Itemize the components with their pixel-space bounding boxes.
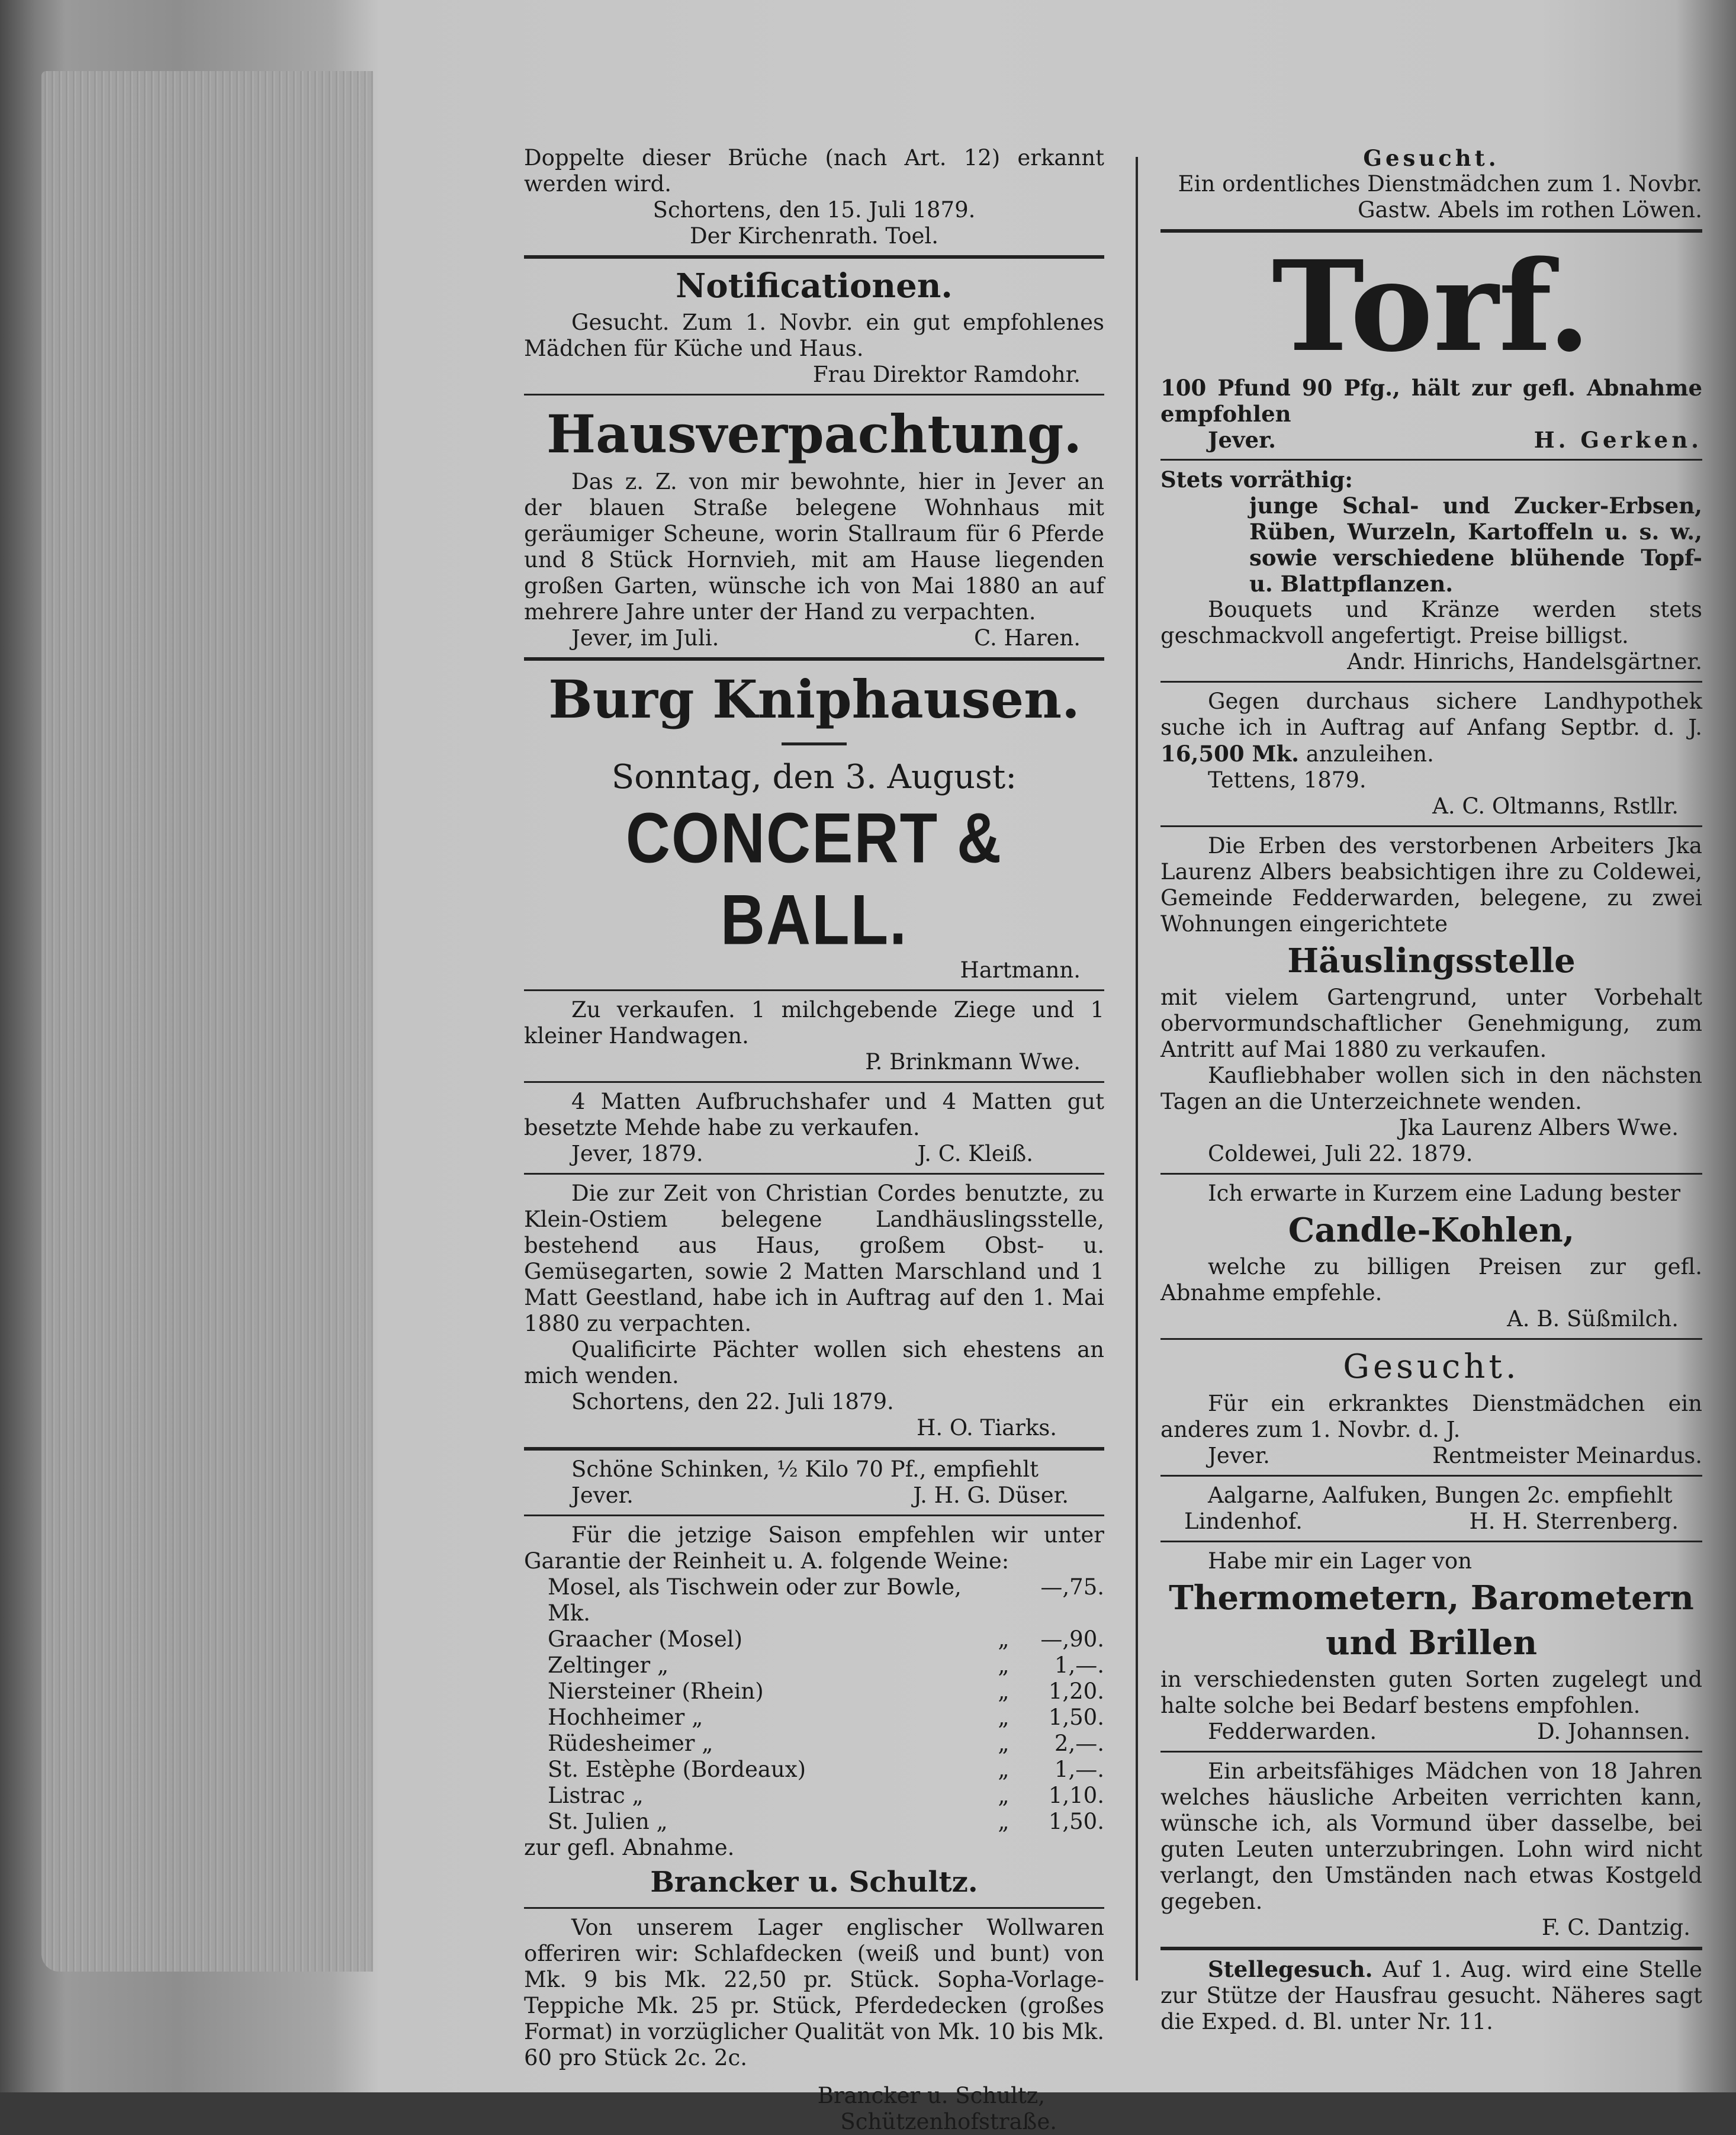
ad-text: mit vielem Gartengrund, unter Vorbehalt obervormundschaftlicher Genehmigung, zum Antritt auf Mai 1880 zu verkaufen.	[1160, 985, 1702, 1062]
ad-kohlen	[1160, 1181, 1702, 1332]
ad-text: Für ein erkranktes Dienstmädchen ein anderes zum 1. Novbr. d. J.	[1160, 1391, 1702, 1442]
divider	[1160, 1173, 1702, 1175]
wine-price: 1,—.	[1054, 1757, 1104, 1782]
signature: Der Kirchenrath. Toel.	[690, 223, 938, 249]
signature: J. C. Kleiß.	[917, 1141, 1033, 1166]
ad-torf	[1160, 233, 1702, 453]
footer-line	[524, 625, 1104, 651]
signature: Gastw. Abels im rothen Löwen.	[1358, 197, 1702, 223]
ad-thermometern	[1160, 1548, 1702, 1745]
ad-headline: und Brillen	[1325, 1623, 1538, 1663]
ad-text: Von unserem Lager englischer Wollwaren offeriren wir: Schlafdecken (weiß und bunt) von Mk. 9 bis Mk. 22,50 pr. Stück. Sopha-Vorlage-Teppiche Mk. 25 pr. Stück, Pferdedecken (großes Format) in vorzüglicher Qualität von Mk. 10 bis Mk. 60 pro Stück 2c. 2c.	[524, 1915, 1104, 2070]
signature: Rentmeister Meinardus.	[1432, 1443, 1702, 1468]
signature: P. Brinkmann Wwe.	[865, 1049, 1081, 1075]
section-title: Notificationen.	[676, 266, 953, 306]
ad-ziege	[524, 997, 1104, 1075]
signature: A. B. Süßmilch.	[1507, 1306, 1679, 1332]
wine-name: St. Julien „	[548, 1809, 668, 1834]
wine-name: Niersteiner (Rhein)	[548, 1679, 764, 1704]
lead: Stellegesuch.	[1208, 1956, 1373, 1982]
wine-name: Listrac „	[548, 1783, 644, 1808]
wine-price: —,75.	[1040, 1574, 1104, 1600]
divider	[1160, 1475, 1702, 1477]
signature: Hartmann.	[960, 957, 1081, 983]
ditto-mark: „	[998, 1731, 1010, 1756]
ad-text: 4 Matten Aufbruchshafer und 4 Matten gut besetzte Mehde habe zu verkaufen.	[524, 1089, 1104, 1140]
signature: C. Haren.	[973, 625, 1081, 651]
divider	[1160, 1947, 1702, 1950]
ad-text: Bouquets und Kränze werden stets geschmackvoll angefertigt. Preise billigst.	[1160, 597, 1702, 648]
signature-address: Schützenhofstraße.	[840, 2109, 1057, 2134]
divider	[524, 1173, 1104, 1175]
ad-headline: Hausverpachtung.	[546, 403, 1082, 465]
divider	[1160, 459, 1702, 461]
short-rule	[782, 742, 847, 745]
divider	[1160, 229, 1702, 233]
ad-headline: Burg Kniphausen.	[548, 668, 1080, 730]
ditto-mark: „	[998, 1626, 1010, 1652]
left-column	[524, 145, 1104, 2135]
closing: zur gefl. Abnahme.	[524, 1835, 735, 1860]
wine-price: 1,—.	[1054, 1652, 1104, 1678]
ad-text: Die Erben des verstorbenen Arbeiters Jka Laurenz Albers beabsichtigen ihre zu Coldewei, Gemeinde Fedderwarden, belegene, zu zwei Wohnungen eingerichtete	[1160, 833, 1702, 937]
wine-row	[524, 1574, 1104, 1626]
wine-row	[524, 1652, 1104, 1679]
ad-text: Zu verkaufen. 1 milchgebende Ziege und 1 kleiner Handwagen.	[524, 997, 1104, 1049]
divider	[1160, 681, 1702, 683]
ditto-mark: „	[998, 1757, 1010, 1782]
event-title: CONCERT & BALL.	[625, 799, 1003, 960]
bold-text: junge Schal- und Zucker-Erbsen, Rüben, Wurzeln, Kartoffeln u. s. w., sowie verschiedene blühende Topf- u. Blattpflanzen.	[1249, 493, 1702, 597]
ad-albers	[1160, 833, 1702, 1167]
signature: H. H. Sterrenberg.	[1469, 1509, 1679, 1534]
place: Jever, im Juli.	[571, 625, 719, 651]
ad-text: in verschiedensten guten Sorten zugelegt und halte solche bei Bedarf bestens empfohlen.	[1160, 1667, 1702, 1718]
ad-weine	[524, 1522, 1104, 1901]
ad-text: Qualificirte Pächter wollen sich ehestens an mich wenden.	[524, 1337, 1104, 1388]
ad-text: 100 Pfund 90 Pfg., hält zur gefl. Abnahme empfohlen	[1160, 375, 1702, 427]
signature: H. Gerken.	[1534, 427, 1702, 453]
wine-price: —,90.	[1040, 1626, 1104, 1652]
notice-kirchenrath	[524, 145, 1104, 249]
ad-text: Habe mir ein Lager von	[1208, 1548, 1473, 1574]
ad-headline: Candle-Kohlen,	[1288, 1211, 1575, 1250]
divider	[524, 1447, 1104, 1451]
column-divider	[1136, 157, 1138, 1980]
ad-text: Kaufliebhaber wollen sich in den nächsten Tagen an die Unterzeichnete wenden.	[1160, 1063, 1702, 1114]
ad-schinken	[524, 1456, 1104, 1509]
ditto-mark	[980, 1574, 1027, 1626]
book-page-edges	[41, 71, 373, 1972]
ad-matten	[524, 1089, 1104, 1167]
place: Jever.	[1208, 427, 1277, 453]
wine-name: Mosel, als Tischwein oder zur Bowle, Mk.	[548, 1574, 962, 1626]
signature: Jka Laurenz Albers Wwe.	[1399, 1115, 1679, 1140]
wine-row	[524, 1679, 1104, 1705]
wine-price: 1,10.	[1048, 1783, 1104, 1808]
ad-text	[1160, 689, 1702, 767]
signature: J. H. G. Düser.	[913, 1483, 1069, 1508]
wine-list	[524, 1574, 1104, 1835]
footer-line	[524, 1483, 1104, 1509]
ad-text: Das z. Z. von mir bewohnte, hier in Jever an der blauen Straße belegene Wohnhaus mit geräumiger Scheune, worin Stallraum für 6 Pferde und 8 Stück Hornvieh, mit am Hause liegenden großen Garten, wünsche ich von Mai 1880 an auf mehrere Jahre unter der Hand zu verpachten.	[524, 469, 1104, 625]
firm-name: Brancker u. Schultz.	[650, 1866, 978, 1899]
place: Jever, 1879.	[571, 1141, 703, 1166]
ad-text: Ein ordentliches Dienstmädchen zum 1. Novbr.	[1178, 171, 1702, 197]
ad-text: Gesucht. Zum 1. Novbr. ein gut empfohlenes Mädchen für Küche und Haus.	[524, 310, 1104, 361]
wine-row	[524, 1626, 1104, 1652]
signature: A. C. Oltmanns, Rstllr.	[1432, 793, 1679, 819]
text: Auf 1. Aug. wird eine Stelle zur Stütze der Hausfrau gesucht. Näheres sagt die Exped. d. Bl. unter Nr. 11.	[1160, 1957, 1702, 2034]
wine-price: 1,50.	[1048, 1809, 1104, 1834]
ad-cordes	[524, 1181, 1104, 1441]
wine-name: Hochheimer „	[548, 1705, 703, 1730]
wine-name: Zeltinger „	[548, 1652, 669, 1678]
divider	[1160, 1541, 1702, 1542]
ad-headline: Torf.	[1272, 233, 1591, 380]
ad-text: Ein arbeitsfähiges Mädchen von 18 Jahren welches häusliche Arbeiten verrichten kann, wünsche ich, als Vormund über dasselbe, bei guten Leuten unterzubringen. Lohn wird nicht verlangt, den Umständen nach etwas Kostgeld gegeben.	[1160, 1758, 1702, 1914]
divider	[524, 1515, 1104, 1516]
ad-maedchen	[1160, 1758, 1702, 1941]
footer-line	[1160, 1509, 1702, 1535]
ad-stellegesuch	[1160, 1956, 1702, 2035]
ad-notificationen	[524, 265, 1104, 388]
wine-name: Graacher (Mosel)	[548, 1626, 743, 1652]
divider	[524, 255, 1104, 259]
ditto-mark: „	[998, 1679, 1010, 1704]
place-date: Coldewei, Juli 22. 1879.	[1208, 1141, 1473, 1166]
wine-price: 1,20.	[1048, 1679, 1104, 1704]
wine-name: Rüdesheimer „	[548, 1731, 713, 1756]
divider	[524, 1907, 1104, 1909]
divider	[1160, 825, 1702, 827]
text-after: anzuleihen.	[1306, 741, 1434, 767]
wine-row	[524, 1705, 1104, 1731]
wine-row	[524, 1783, 1104, 1809]
divider	[1160, 1338, 1702, 1340]
ad-text	[1160, 1956, 1702, 2035]
place: Lindenhof.	[1184, 1509, 1303, 1534]
place-date: Schortens, den 22. Juli 1879.	[571, 1389, 894, 1414]
ditto-mark: „	[998, 1652, 1010, 1678]
ad-headline: Gesucht.	[1363, 145, 1500, 171]
wine-price: 1,50.	[1048, 1705, 1104, 1730]
signature: H. O. Tiarks.	[917, 1415, 1057, 1441]
ad-burg-kniphausen	[524, 667, 1104, 983]
ad-text: Die zur Zeit von Christian Cordes benutzte, zu Klein-Ostiem belegene Landhäuslingsstelle, bestehend aus Haus, großem Obst- u. Gemüsegarten, sowie 2 Matten Marschland und 1 Matt Geestland, habe ich in Auftrag auf den 1. Mai 1880 zu verpachten.	[524, 1181, 1104, 1336]
event-date: Sonntag, den 3. August:	[611, 758, 1017, 796]
ad-aalgarne	[1160, 1483, 1702, 1535]
ad-text: Aalgarne, Aalfuken, Bungen 2c. empfiehlt	[1208, 1483, 1673, 1508]
divider	[1160, 1751, 1702, 1753]
lead: Stets vorräthig:	[1160, 467, 1353, 493]
signature: D. Johannsen.	[1537, 1719, 1690, 1744]
text-before: Gegen durchaus sichere Landhypothek suche ich in Auftrag auf Anfang Septbr. d. J.	[1160, 689, 1702, 740]
wine-row	[524, 1731, 1104, 1757]
ad-headline: Häuslingsstelle	[1287, 941, 1576, 980]
place: Jever.	[1208, 1443, 1270, 1468]
ad-headline: Gesucht.	[1343, 1348, 1520, 1386]
footer-line	[1160, 1443, 1702, 1469]
notice-text: Doppelte dieser Brüche (nach Art. 12) erkannt werden wird.	[524, 145, 1104, 197]
divider	[524, 1081, 1104, 1083]
wine-price: 2,—.	[1054, 1731, 1104, 1756]
signature: Frau Direktor Ramdohr.	[812, 362, 1081, 387]
ditto-mark: „	[998, 1809, 1010, 1834]
ad-text: Ich erwarte in Kurzem eine Ladung bester	[1208, 1181, 1681, 1206]
ad-headline: Thermometern, Barometern	[1169, 1578, 1694, 1618]
ad-text: Schöne Schinken, ½ Kilo 70 Pf., empfiehlt	[571, 1456, 1039, 1482]
ad-text: Für die jetzige Saison empfehlen wir unter Garantie der Reinheit u. A. folgende Weine:	[524, 1522, 1104, 1574]
ad-hypothek	[1160, 689, 1702, 819]
wine-row	[524, 1757, 1104, 1783]
ad-hinrichs	[1160, 467, 1702, 675]
ad-wollwaren	[524, 1915, 1104, 2135]
signature: F. C. Dantzig.	[1541, 1915, 1690, 1940]
footer-line	[524, 1141, 1104, 1167]
divider	[524, 394, 1104, 396]
place-date: Tettens, 1879.	[1208, 767, 1367, 793]
signature: Andr. Hinrichs, Handelsgärtner.	[1347, 649, 1702, 674]
ditto-mark: „	[998, 1783, 1010, 1808]
wine-row	[524, 1809, 1104, 1835]
wine-name: St. Estèphe (Bordeaux)	[548, 1757, 806, 1782]
place-date: Schortens, den 15. Juli 1879.	[652, 197, 976, 223]
ditto-mark: „	[998, 1705, 1010, 1730]
footer-line	[1160, 427, 1702, 453]
footer-line	[1160, 1719, 1702, 1745]
place: Jever.	[571, 1483, 634, 1508]
amount: 16,500 Mk.	[1160, 741, 1299, 767]
divider	[524, 989, 1104, 991]
right-column	[1160, 145, 1702, 2035]
signature: Brancker u. Schultz,	[817, 2083, 1045, 2108]
place: Fedderwarden.	[1208, 1719, 1377, 1744]
ad-text: welche zu billigen Preisen zur gefl. Abnahme empfehle.	[1160, 1254, 1702, 1306]
ad-gesucht-2	[1160, 1346, 1702, 1469]
ad-gesucht-1	[1160, 145, 1702, 223]
ad-hausverpachtung	[524, 401, 1104, 651]
divider	[524, 657, 1104, 661]
